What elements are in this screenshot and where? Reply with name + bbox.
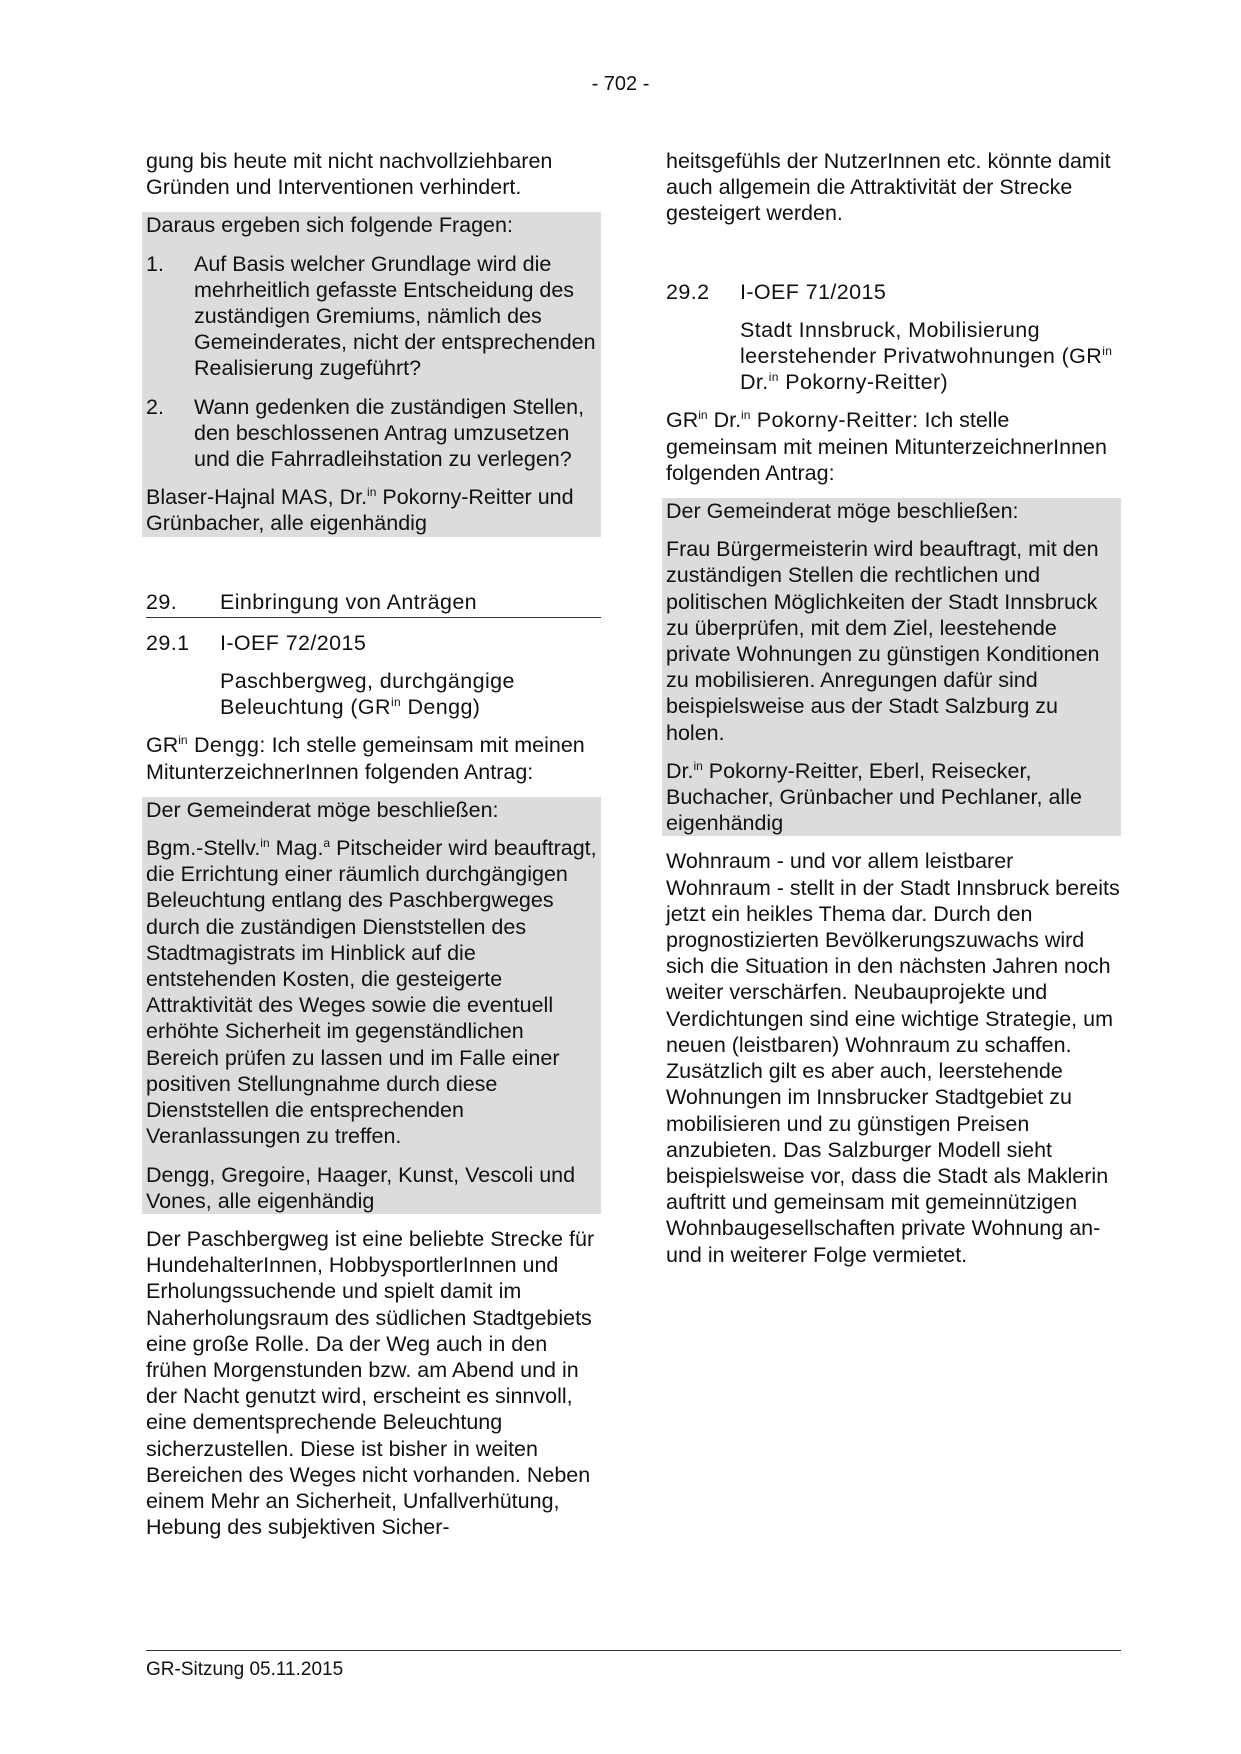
page-number: - 702 - — [591, 73, 650, 95]
question-item-2 — [146, 394, 597, 473]
signers-paragraph: Dr.$^{in}$ Pokorny-Reitter, Eberl, Reisecker, Buchacher, Grünbacher und Pechlaner, alle eigenhändig — [666, 758, 1082, 836]
section-number: 29.2 — [666, 279, 710, 304]
reasoning-paragraph: Der Paschbergweg ist eine beliebte Strecke für HundehalterInnen, HobbysportlerInnen und Erholungssuchende und spielt damit im Naherholungsraum des südlichen Stadtgebiets eine große Rolle. Da der Weg auch in den frühen Morgenstunden bzw. am Abend und in der Nacht genutzt wird, erscheint es sinnvoll, eine dementsprechende Beleuchtung sicherzustellen. Diese ist bisher in weiten Bereichen des Weges nicht vorhanden. Neben einem Mehr an Sicherheit, Unfallverhütung, Hebung des subjektiven Sicher- — [146, 1226, 595, 1540]
section-id: I-OEF 71/2015 — [740, 279, 887, 304]
resolution-box — [662, 498, 1121, 836]
section-id: I-OEF 72/2015 — [220, 630, 367, 655]
footer-text: GR-Sitzung 05.11.2015 — [146, 1659, 344, 1680]
signers-paragraph: Blaser-Hajnal MAS, Dr.$^{in}$ Pokorny-Reitter und Grünbacher, alle eigenhändig — [146, 485, 574, 536]
resolution-box — [142, 797, 601, 1214]
section-29-2-heading — [666, 279, 1121, 305]
reasoning-paragraph: Wohnraum - und vor allem leistbarer Wohnraum - stellt in der Stadt Innsbruck bereits jetzt ein heikles Thema dar. Durch den prognostizierten Bevölkerungszuwachs wird sich die Situation in den nächsten Jahren noch weiter verschärfen. Neubauprojekte und Verdichtungen sind eine wichtige Strategie, um neuen (leistbaren) Wohnraum zu schaffen. Zusätzlich gilt es aber auch, leerstehende Wohnungen im Innsbrucker Stadtgebiet zu mobilisieren und zu günstigen Preisen anzubieten. Das Salzburger Modell sieht beispielsweise vor, dass die Stadt als Maklerin auftritt und gemeinsam mit gemeinnützigen Wohnbaugesellschaften private Wohnung an- und in weiterer Folge vermietet. — [666, 849, 1120, 1267]
question-item-1 — [146, 251, 597, 382]
section-29-1-title: Paschbergweg, durchgängige Beleuchtung ($GR^{in}$ Dengg) — [220, 669, 515, 720]
resolution-text: Bgm.-Stellv.$^{in}$ Mag.$^a$ Pitscheider wird beauftragt, die Errichtung einer räumlich durchgängigen Beleuchtung entlang des Paschbergweges durch die zuständigen Dienststellen des Stadtmagistrats im Hinblick auf die entstehenden Kosten, die gesteigerte Attraktivität des Weges sowie die eventuell erhöhte Sicherheit im gegenständlichen Bereich prüfen zu lassen und im Falle einer positiven Stellungnahme durch diese Dienststellen die entsprechenden Veranlassungen zu treffen. — [146, 836, 597, 1149]
question-number: 1. — [146, 251, 164, 276]
question-text: Auf Basis welcher Grundlage wird die mehrheitlich gefasste Entscheidung des zuständigen Gremiums, nämlich des Gemeinderates, nicht der entsprechenden Realisierung zugeführt? — [194, 251, 596, 381]
resolution-intro: Der Gemeinderat möge beschließen: — [666, 499, 1019, 524]
signers-paragraph: Dengg, Gregoire, Haager, Kunst, Vescoli und Vones, alle eigenhändig — [146, 1162, 576, 1213]
section-number: 29. — [146, 589, 178, 614]
resolution-text: Frau Bürgermeisterin wird beauftragt, mit den zuständigen Stellen die rechtlichen und politischen Möglichkeiten der Stadt Innsbruck zu überprüfen, mit dem Ziel, leestehende private Wohnungen zu günstigen Konditionen zu mobilisieren. Anregungen dafür sind beispielsweise aus der Stadt Salzburg zu holen. — [666, 537, 1100, 745]
resolution-intro: Der Gemeinderat möge beschließen: — [146, 797, 499, 822]
section-title: Einbringung von Anträgen — [220, 589, 478, 614]
section-number: 29.1 — [146, 630, 190, 655]
paragraph-intro: gung bis heute mit nicht nachvollziehbaren Gründen und Interventionen verhindert. — [146, 149, 553, 200]
paragraph-continued: heitsgefühls der NutzerInnen etc. könnte damit auch allgemein die Attraktivität der Strecke gesteigert werden. — [666, 149, 1111, 226]
section-29-2-title: Stadt Innsbruck, Mobilisierung leerstehender Privatwohnungen ($GR^{in}$ Dr.$^{in}$ Pokorny-Reitter) — [740, 317, 1113, 395]
section-29-heading — [146, 589, 601, 618]
section-29-1-heading — [146, 630, 601, 656]
questions-intro: Daraus ergeben sich folgende Fragen: — [146, 213, 513, 238]
question-text: Wann gedenken die zuständigen Stellen, den beschlossenen Antrag umzusetzen und die Fahrradleihstation zu verlegen? — [194, 394, 585, 472]
right-column — [666, 148, 1121, 1268]
questions-box — [142, 212, 601, 536]
footer-divider — [146, 1650, 1121, 1651]
left-column — [146, 148, 601, 1540]
motion-paragraph: $GR^{in}$ Dr.$^{in}$ Pokorny-Reitter: Ich stelle gemeinsam mit meinen MitunterzeichnerInnen folgenden Antrag: — [666, 408, 1107, 485]
motion-paragraph: $GR^{in}$ Dengg: Ich stelle gemeinsam mit meinen MitunterzeichnerInnen folgenden Antrag: — [146, 733, 585, 784]
question-number: 2. — [146, 394, 164, 419]
